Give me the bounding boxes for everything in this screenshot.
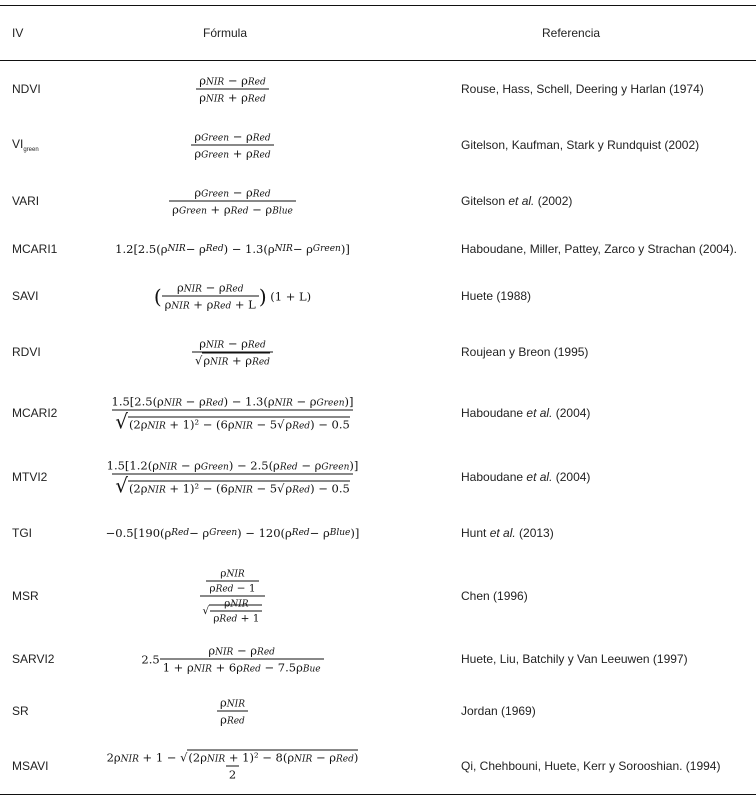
iv-name: RDVI xyxy=(12,345,41,359)
formula: 1.2[2.5(ρ NIR − ρ Red ) − 1.3(ρ NIR − ρ Green )] xyxy=(115,242,350,256)
table-row xyxy=(0,62,756,116)
iv-name: TGI xyxy=(12,526,32,540)
formula: $\frac{\text{ρNIR − ρRed}}{\text{√ρNIR + ρRed}}$ xyxy=(100,337,365,368)
table-row xyxy=(0,688,756,734)
header-rule xyxy=(0,60,756,61)
table-row xyxy=(0,174,756,228)
table-row xyxy=(0,382,756,444)
iv-name: SAVI xyxy=(12,289,39,303)
reference: Hunt et al. (2013) xyxy=(461,526,554,540)
iv-name: MSAVI xyxy=(12,759,49,773)
table-row xyxy=(0,560,756,632)
reference: Huete, Liu, Batchily y Van Leeuwen (1997) xyxy=(461,652,688,666)
formula: $\frac{\text{ρGreen − ρRed}}{\text{ρGreen + ρRed}}$ xyxy=(100,130,365,161)
table-row xyxy=(0,230,756,268)
formula: $\frac{\text{1.5[2.5(ρNIR − ρRed) − 1.3(ρNIR − ρGreen)]}}{\text{√(2ρNIR + 1)² − (6ρNIR − 5√ρRed) − 0.5}}$ xyxy=(111,394,354,434)
table-row xyxy=(0,118,756,172)
formula: ( $\frac{\text{ρNIR − ρRed}}{\text{ρNIR + ρRed + L}}$ ) (1 + L) xyxy=(153,280,312,312)
formula: $\frac{\text{ρNIR}}{\text{ρRed − 1}}$ √ $\frac{\text{ρNIR}}{\text{ρRed + 1}}$ xyxy=(100,568,365,625)
header-iv: IV xyxy=(12,26,24,40)
formula: $\frac{\text{ρNIR − ρRed}}{\text{ρNIR + ρRed}}$ xyxy=(100,74,365,105)
reference: Jordan (1969) xyxy=(461,704,536,718)
table-row xyxy=(0,324,756,380)
iv-name: $VI_{green}$ xyxy=(12,136,39,154)
iv-name: NDVI xyxy=(12,82,41,96)
reference: Qi, Chehbouni, Huete, Kerr y Sorooshian. (1994) xyxy=(461,759,721,773)
formula: $\frac{\text{1.5[1.2(ρNIR − ρGreen) − 2.5(ρRed − ρGreen)]}}{\text{√(2ρNIR + 1)² − (6ρNIR − 5√ρRed) − 0.5}}$ xyxy=(106,458,359,498)
reference: Chen (1996) xyxy=(461,589,528,603)
header-ref: Referencia xyxy=(542,26,601,40)
reference: Gitelson, Kaufman, Stark y Rundquist (2002) xyxy=(461,138,700,152)
iv-name: SARVI2 xyxy=(12,652,55,666)
iv-name: VARI xyxy=(12,194,40,208)
table-bottom-rule xyxy=(0,794,756,795)
formula: $\frac{\text{2ρNIR + 1 − √(2ρNIR + 1)² − 8(ρNIR − ρRed)}}{2}$ xyxy=(106,750,359,782)
iv-name: MCARI2 xyxy=(12,406,58,420)
table-row xyxy=(0,446,756,508)
table-row xyxy=(0,740,756,792)
iv-name: MTVI2 xyxy=(12,470,48,484)
header-formula: Fórmula xyxy=(203,26,248,40)
reference: Rouse, Hass, Schell, Deering y Harlan (1974) xyxy=(461,82,704,96)
table-row xyxy=(0,636,756,682)
reference: Huete (1988) xyxy=(461,289,532,303)
iv-name: MCARI1 xyxy=(12,242,58,256)
iv-name: SR xyxy=(12,704,29,718)
reference: Haboudane, Miller, Pattey, Zarco y Strachan (2004). xyxy=(461,242,737,256)
reference: Haboudane et al. (2004) xyxy=(461,406,591,420)
table-header xyxy=(0,6,756,60)
formula: −0.5[190(ρ Red − ρ Green ) − 120(ρ Red − ρ Blue )] xyxy=(105,526,360,540)
table-row xyxy=(0,270,756,322)
reference: Roujean y Breon (1995) xyxy=(461,345,589,359)
formula: 2.5 $\frac{\text{ρNIR − ρRed}}{\text{1 + ρNIR + 6ρRed − 7.5ρBue}}$ xyxy=(100,644,365,675)
table-row xyxy=(0,512,756,554)
reference: Gitelson et al. (2002) xyxy=(461,194,573,208)
iv-name: MSR xyxy=(12,589,39,603)
formula: $\frac{\text{ρGreen − ρRed}}{\text{ρGreen + ρRed − ρBlue}}$ xyxy=(100,186,365,217)
formula: $\frac{\text{ρNIR}}{\text{ρRed}}$ xyxy=(100,696,365,727)
reference: Haboudane et al. (2004) xyxy=(461,470,591,484)
